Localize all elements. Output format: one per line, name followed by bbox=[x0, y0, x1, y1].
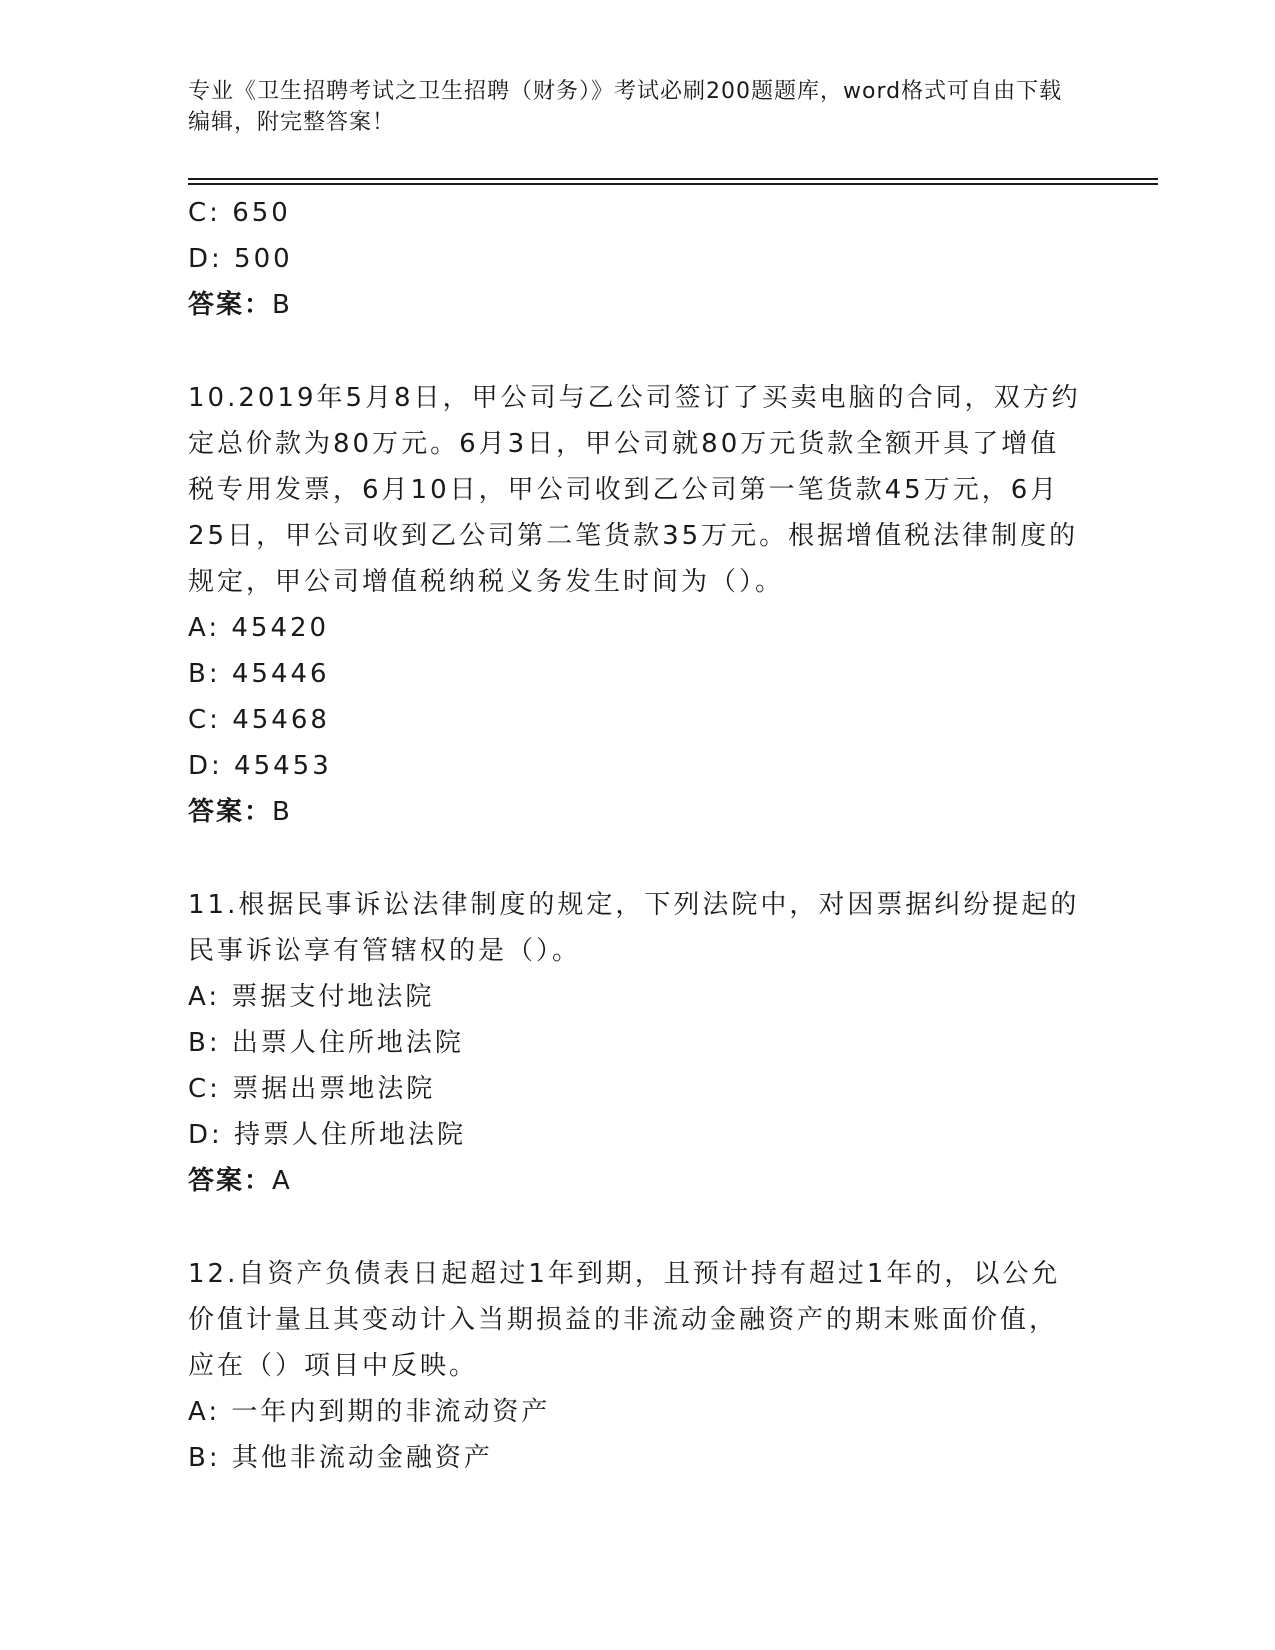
option-text: 持票人住所地法院 bbox=[234, 1120, 467, 1150]
option-key: A: bbox=[188, 613, 221, 643]
option-a bbox=[188, 974, 1088, 1020]
question-line: 规定，甲公司增值税纳税义务发生时间为（）。 bbox=[188, 567, 785, 597]
option-text: 其他非流动金融资产 bbox=[231, 1443, 493, 1473]
header-rule-top bbox=[188, 178, 1158, 180]
answer-label: 答案： bbox=[188, 290, 273, 320]
option-text: 票据支付地法院 bbox=[231, 982, 435, 1012]
answer-value: B bbox=[272, 290, 292, 320]
option-key: A: bbox=[188, 982, 221, 1012]
option-a bbox=[188, 1389, 1088, 1435]
option-text: 出票人住所地法院 bbox=[231, 1028, 464, 1058]
question-line: 民事诉讼享有管辖权的是（）。 bbox=[188, 936, 582, 966]
option-text: 一年内到期的非流动资产 bbox=[231, 1397, 551, 1427]
option-key: D: bbox=[188, 244, 223, 274]
document-body bbox=[188, 190, 1088, 1481]
option-text: 45468 bbox=[232, 705, 330, 735]
question-line: 应在（）项目中反映。 bbox=[188, 1351, 479, 1381]
answer-line bbox=[188, 1158, 1088, 1204]
answer-label: 答案： bbox=[188, 1166, 273, 1196]
question-line: 价值计量且其变动计入当期损益的非流动金融资产的期末账面价值， bbox=[188, 1305, 1059, 1335]
answer-value: B bbox=[272, 797, 292, 827]
answer-line bbox=[188, 789, 1088, 835]
option-text: 45453 bbox=[234, 751, 332, 781]
option-key: D: bbox=[188, 751, 223, 781]
question-line: 25日，甲公司收到乙公司第二笔货款35万元。根据增值税法律制度的 bbox=[188, 521, 1079, 551]
option-a bbox=[188, 605, 1088, 651]
option-b bbox=[188, 651, 1088, 697]
option-text: 500 bbox=[234, 244, 293, 274]
option-text: 票据出票地法院 bbox=[232, 1074, 436, 1104]
answer-value: A bbox=[272, 1166, 292, 1196]
option-d bbox=[188, 1112, 1088, 1158]
option-key: B: bbox=[188, 1028, 221, 1058]
option-text: 45420 bbox=[231, 613, 330, 643]
option-key: D: bbox=[188, 1120, 223, 1150]
answer-line bbox=[188, 282, 1088, 328]
option-text: 45446 bbox=[231, 659, 330, 689]
option-key: A: bbox=[188, 1397, 221, 1427]
option-b bbox=[188, 1435, 1088, 1481]
answer-label: 答案： bbox=[188, 797, 273, 827]
header-rule-bottom bbox=[188, 183, 1158, 185]
option-key: C: bbox=[188, 198, 221, 228]
option-text: 650 bbox=[232, 198, 291, 228]
question-line: 税专用发票，6月10日，甲公司收到乙公司第一笔货款45万元，6月 bbox=[188, 475, 1060, 505]
option-b bbox=[188, 1020, 1088, 1066]
option-c bbox=[188, 697, 1088, 743]
question-11 bbox=[188, 882, 1088, 1204]
option-key: B: bbox=[188, 1443, 221, 1473]
option-key: C: bbox=[188, 705, 221, 735]
question-line: 定总价款为80万元。6月3日，甲公司就80万元货款全额开具了增值 bbox=[188, 429, 1060, 459]
header-text: 专业《卫生招聘考试之卫生招聘（财务）》考试必刷200题题库，word格式可自由下载编辑，附完整答案！ bbox=[188, 79, 1063, 135]
option-d bbox=[188, 743, 1088, 789]
question-9-tail bbox=[188, 190, 1088, 328]
question-line: 10.2019年5月8日，甲公司与乙公司签订了买卖电脑的合同，双方约 bbox=[188, 383, 1081, 413]
option-key: B: bbox=[188, 659, 221, 689]
option-c bbox=[188, 190, 1088, 236]
question-line: 12.自资产负债表日起超过1年到期，且预计持有超过1年的，以公允 bbox=[188, 1259, 1061, 1289]
option-c bbox=[188, 1066, 1088, 1112]
question-line: 11.根据民事诉讼法律制度的规定，下列法院中，对因票据纠纷提起的 bbox=[188, 890, 1080, 920]
option-d bbox=[188, 236, 1088, 282]
document-header bbox=[188, 76, 1078, 138]
option-key: C: bbox=[188, 1074, 221, 1104]
question-10 bbox=[188, 375, 1088, 835]
spacer bbox=[188, 835, 1088, 882]
question-12 bbox=[188, 1251, 1088, 1481]
spacer bbox=[188, 1204, 1088, 1251]
spacer bbox=[188, 328, 1088, 375]
